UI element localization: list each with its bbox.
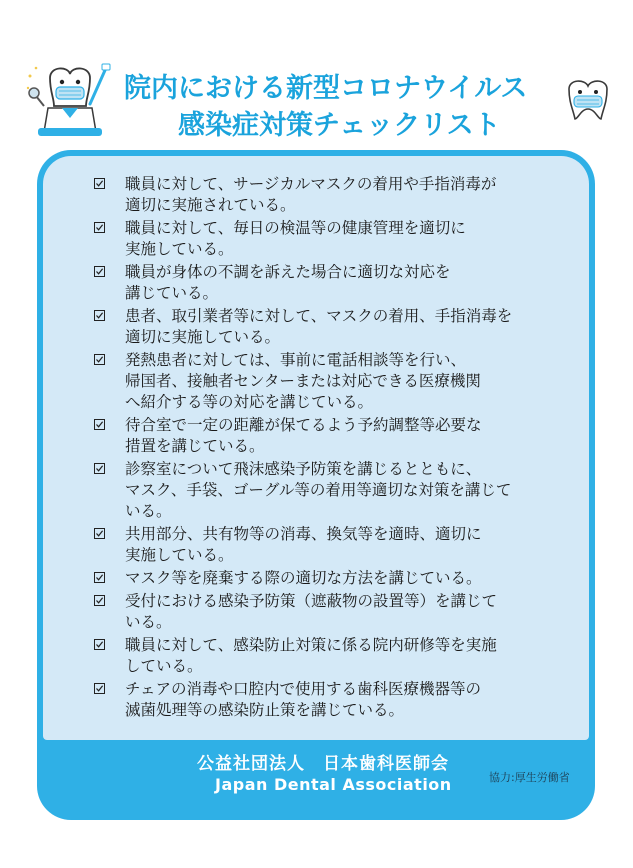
checklist-item-text: 共用部分、共有物等の消毒、換気等を適時、適切に 実施している。 bbox=[125, 525, 482, 564]
title-line-1: 院内における新型コロナウイルス bbox=[124, 73, 528, 104]
organization-name-ja: 公益社団法人 日本歯科医師会 bbox=[197, 754, 449, 774]
checklist-item-text: 受付における感染予防策（遮蔽物の設置等）を講じて いる。 bbox=[125, 592, 498, 631]
footer bbox=[37, 740, 595, 820]
check-box-icon bbox=[94, 572, 105, 583]
checklist-item bbox=[43, 415, 589, 457]
check-box-icon bbox=[94, 463, 105, 474]
tooth-mascot-left-icon bbox=[24, 62, 116, 142]
check-box-icon bbox=[94, 310, 105, 321]
checklist-item bbox=[43, 568, 589, 589]
checklist-item bbox=[43, 262, 589, 304]
title-line-2: 感染症対策チェックリスト bbox=[178, 110, 501, 141]
check-box-icon bbox=[94, 222, 105, 233]
checklist-item-text: 職員に対して、サージカルマスクの着用や手指消毒が 適切に実施されている。 bbox=[125, 175, 497, 214]
checklist-panel bbox=[37, 150, 595, 820]
check-box-icon bbox=[94, 178, 105, 189]
checklist-item bbox=[43, 679, 589, 721]
tooth-mascot-right-icon bbox=[563, 77, 613, 123]
checklist-item-text: 患者、取引業者等に対して、マスクの着用、手指消毒を 適切に実施している。 bbox=[125, 307, 513, 346]
check-box-icon bbox=[94, 354, 105, 365]
check-box-icon bbox=[94, 266, 105, 277]
checklist bbox=[43, 174, 589, 723]
checklist-item bbox=[43, 459, 589, 522]
checklist-item bbox=[43, 591, 589, 633]
check-box-icon bbox=[94, 419, 105, 430]
check-box-icon bbox=[94, 683, 105, 694]
checklist-item bbox=[43, 306, 589, 348]
checklist-item-text: 職員が身体の不調を訴えた場合に適切な対応を 講じている。 bbox=[125, 263, 451, 302]
checklist-item bbox=[43, 218, 589, 260]
check-box-icon bbox=[94, 595, 105, 606]
checklist-item-text: 待合室で一定の距離が保てるよう予約調整等必要な 措置を講じている。 bbox=[125, 416, 482, 455]
checklist-item-text: 診察室について飛沫感染予防策を講じるとともに、 マスク、手袋、ゴーグル等の着用等適切な対策を講じて いる。 bbox=[125, 460, 512, 520]
checklist-area bbox=[43, 156, 589, 740]
checklist-item-text: マスク等を廃棄する際の適切な方法を講じている。 bbox=[125, 569, 482, 587]
cooperation-credit: 協力:厚生労働省 bbox=[489, 771, 570, 784]
check-box-icon bbox=[94, 639, 105, 650]
checklist-item-text: 発熱患者に対しては、事前に電話相談等を行い、 帰国者、接触者センターまたは対応できる医療機関 へ紹介する等の対応を講じている。 bbox=[125, 351, 481, 411]
checklist-item bbox=[43, 350, 589, 413]
checklist-item bbox=[43, 524, 589, 566]
checklist-item-text: 職員に対して、毎日の検温等の健康管理を適切に 実施している。 bbox=[125, 219, 466, 258]
organization-name-en: Japan Dental Association bbox=[215, 775, 452, 794]
checklist-item bbox=[43, 174, 589, 216]
check-box-icon bbox=[94, 528, 105, 539]
checklist-item-text: 職員に対して、感染防止対策に係る院内研修等を実施 している。 bbox=[125, 636, 497, 675]
checklist-item bbox=[43, 635, 589, 677]
checklist-item-text: チェアの消毒や口腔内で使用する歯科医療機器等の 滅菌処理等の感染防止策を講じている。 bbox=[125, 680, 482, 719]
